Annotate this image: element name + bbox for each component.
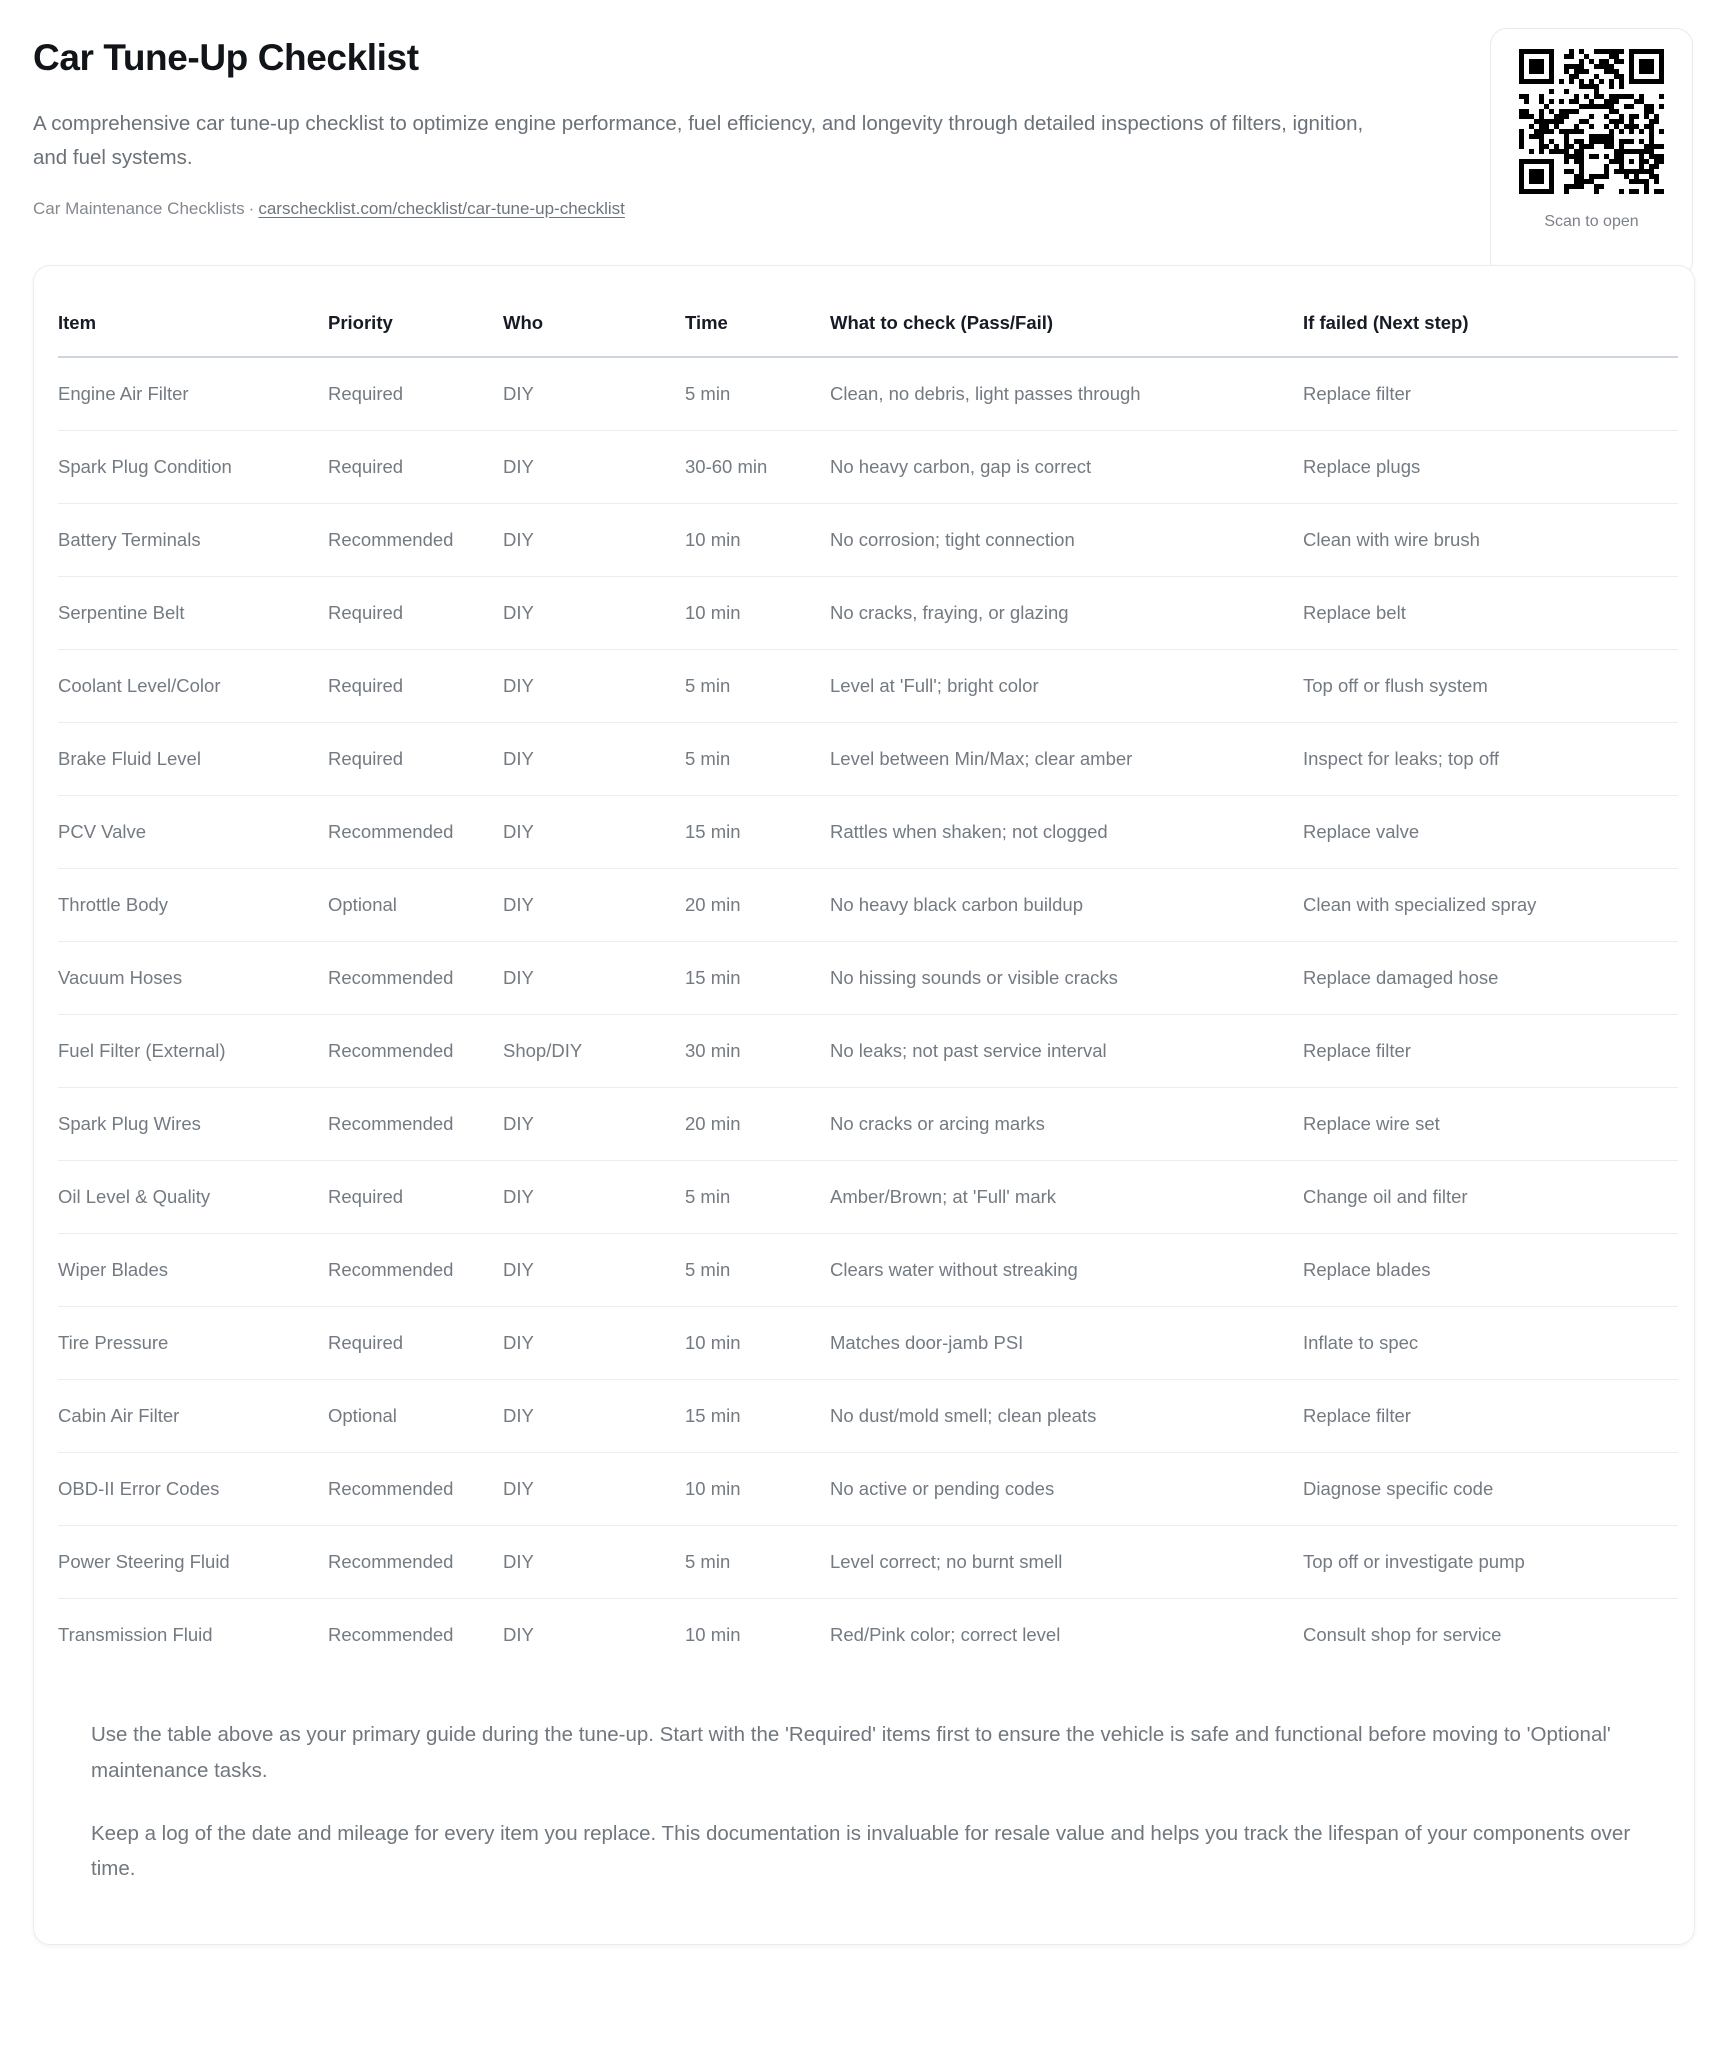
cell-who: DIY xyxy=(503,869,685,942)
cell-item: Wiper Blades xyxy=(58,1234,328,1307)
cell-priority: Required xyxy=(328,1161,503,1234)
cell-item: Engine Air Filter xyxy=(58,357,328,431)
cell-time: 5 min xyxy=(685,650,830,723)
table-row xyxy=(58,1088,1678,1161)
cell-if-failed: Replace wire set xyxy=(1303,1088,1678,1161)
cell-item: Fuel Filter (External) xyxy=(58,1015,328,1088)
qr-caption: Scan to open xyxy=(1544,213,1639,230)
cell-item: Tire Pressure xyxy=(58,1307,328,1380)
cell-time: 30 min xyxy=(685,1015,830,1088)
cell-if-failed: Replace filter xyxy=(1303,357,1678,431)
cell-what-to-check: No cracks or arcing marks xyxy=(830,1088,1303,1161)
cell-priority: Required xyxy=(328,650,503,723)
cell-what-to-check: Matches door-jamb PSI xyxy=(830,1307,1303,1380)
cell-item: Spark Plug Condition xyxy=(58,431,328,504)
table-row xyxy=(58,1307,1678,1380)
document-header xyxy=(0,0,1728,230)
source-separator: · xyxy=(248,198,255,218)
cell-who: DIY xyxy=(503,504,685,577)
table-row xyxy=(58,796,1678,869)
cell-who: DIY xyxy=(503,1088,685,1161)
table-row xyxy=(58,1015,1678,1088)
cell-what-to-check: No heavy carbon, gap is correct xyxy=(830,431,1303,504)
notes-section xyxy=(58,1717,1670,1886)
cell-item: Spark Plug Wires xyxy=(58,1088,328,1161)
cell-time: 10 min xyxy=(685,1307,830,1380)
cell-time: 5 min xyxy=(685,1161,830,1234)
cell-if-failed: Replace belt xyxy=(1303,577,1678,650)
cell-time: 20 min xyxy=(685,869,830,942)
cell-what-to-check: Amber/Brown; at 'Full' mark xyxy=(830,1161,1303,1234)
cell-priority: Recommended xyxy=(328,796,503,869)
checklist-card xyxy=(33,265,1695,1945)
cell-what-to-check: No heavy black carbon buildup xyxy=(830,869,1303,942)
cell-item: OBD-II Error Codes xyxy=(58,1453,328,1526)
cell-priority: Recommended xyxy=(328,1526,503,1599)
cell-time: 5 min xyxy=(685,1526,830,1599)
cell-what-to-check: Red/Pink color; correct level xyxy=(830,1624,1061,1646)
cell-if-failed: Replace filter xyxy=(1303,1015,1678,1088)
page-subtitle: A comprehensive car tune-up checklist to optimize engine performance, fuel efficiency, and longevity through detailed inspections of filters, ignition, and fuel systems. xyxy=(33,112,1364,169)
cell-time: 30-60 min xyxy=(685,431,830,504)
cell-if-failed: Replace blades xyxy=(1303,1234,1678,1307)
cell-item: Oil Level & Quality xyxy=(58,1161,328,1234)
cell-priority: Recommended xyxy=(328,1453,503,1526)
cell-who: DIY xyxy=(503,1624,534,1646)
table-body xyxy=(58,357,1678,1671)
cell-if-failed: Replace valve xyxy=(1303,796,1678,869)
cell-priority: Recommended xyxy=(328,1015,503,1088)
cell-who: DIY xyxy=(503,1307,685,1380)
cell-priority: Required xyxy=(328,357,503,431)
cell-time: 5 min xyxy=(685,1234,830,1307)
cell-who: DIY xyxy=(503,431,685,504)
cell-who: DIY xyxy=(503,577,685,650)
cell-priority: Required xyxy=(328,577,503,650)
cell-time: 15 min xyxy=(685,796,830,869)
cell-what-to-check: Level at 'Full'; bright color xyxy=(830,650,1303,723)
cell-priority: Recommended xyxy=(328,1624,454,1646)
note-paragraph: Keep a log of the date and mileage for every item you replace. This documentation is invaluable for resale value and helps you track the lifespan of your components over time. xyxy=(91,1821,1631,1881)
cell-who: DIY xyxy=(503,723,685,796)
column-header-who: Who xyxy=(503,312,685,357)
column-header-what-to-check-pass-fail: What to check (Pass/Fail) xyxy=(830,312,1303,357)
table-row xyxy=(58,723,1678,796)
cell-priority: Optional xyxy=(328,869,503,942)
cell-item: Battery Terminals xyxy=(58,504,328,577)
cell-if-failed: Inspect for leaks; top off xyxy=(1303,723,1678,796)
cell-if-failed: Top off or flush system xyxy=(1303,650,1678,723)
cell-time: 10 min xyxy=(685,1453,830,1526)
table-row xyxy=(58,942,1678,1015)
cell-what-to-check: No dust/mold smell; clean pleats xyxy=(830,1380,1303,1453)
note-paragraph: Use the table above as your primary guide during the tune-up. Start with the 'Required' items first to ensure the vehicle is safe and functional before moving to 'Optional' maintenance tasks. xyxy=(91,1723,1611,1782)
cell-who: DIY xyxy=(503,1453,685,1526)
source-url-link[interactable]: carschecklist.com/checklist/car-tune-up-checklist xyxy=(258,198,625,218)
cell-time: 5 min xyxy=(685,723,830,796)
qr-code-icon xyxy=(1519,49,1664,194)
cell-item: PCV Valve xyxy=(58,796,328,869)
table-row xyxy=(58,1453,1678,1526)
cell-if-failed: Change oil and filter xyxy=(1303,1161,1678,1234)
cell-item: Brake Fluid Level xyxy=(58,723,328,796)
cell-priority: Required xyxy=(328,723,503,796)
table-row xyxy=(58,357,1678,431)
cell-what-to-check: Clean, no debris, light passes through xyxy=(830,357,1303,431)
cell-priority: Required xyxy=(328,431,503,504)
cell-who: DIY xyxy=(503,357,685,431)
cell-if-failed: Replace filter xyxy=(1303,1380,1678,1453)
table-row xyxy=(58,577,1678,650)
cell-if-failed: Consult shop for service xyxy=(1303,1624,1502,1646)
cell-who: DIY xyxy=(503,1380,685,1453)
column-header-if-failed-next-step: If failed (Next step) xyxy=(1303,312,1678,357)
cell-what-to-check: Clears water without streaking xyxy=(830,1234,1303,1307)
source-line xyxy=(33,196,1413,222)
column-header-time: Time xyxy=(685,312,830,357)
cell-item: Vacuum Hoses xyxy=(58,942,328,1015)
cell-time: 20 min xyxy=(685,1088,830,1161)
column-header-item: Item xyxy=(58,312,328,357)
cell-time: 10 min xyxy=(685,1624,741,1646)
table-row xyxy=(58,431,1678,504)
cell-priority: Recommended xyxy=(328,1088,503,1161)
table-row xyxy=(58,1599,1678,1672)
cell-what-to-check: No leaks; not past service interval xyxy=(830,1015,1303,1088)
cell-if-failed: Clean with specialized spray xyxy=(1303,869,1678,942)
page-title: Car Tune-Up Checklist xyxy=(33,37,419,78)
cell-who: DIY xyxy=(503,1234,685,1307)
cell-what-to-check: No cracks, fraying, or glazing xyxy=(830,577,1303,650)
cell-if-failed: Top off or investigate pump xyxy=(1303,1526,1678,1599)
cell-what-to-check: No corrosion; tight connection xyxy=(830,504,1303,577)
cell-item: Serpentine Belt xyxy=(58,577,328,650)
cell-who: DIY xyxy=(503,1161,685,1234)
table-row xyxy=(58,504,1678,577)
table-head xyxy=(58,312,1678,357)
table-header-row xyxy=(58,312,1678,357)
cell-time: 15 min xyxy=(685,1380,830,1453)
table-row xyxy=(58,1380,1678,1453)
cell-priority: Recommended xyxy=(328,942,503,1015)
table-row xyxy=(58,1526,1678,1599)
cell-what-to-check: No hissing sounds or visible cracks xyxy=(830,942,1303,1015)
cell-time: 15 min xyxy=(685,942,830,1015)
cell-time: 5 min xyxy=(685,357,830,431)
table-row xyxy=(58,869,1678,942)
table-row xyxy=(58,1234,1678,1307)
cell-if-failed: Diagnose specific code xyxy=(1303,1453,1678,1526)
cell-who: Shop/DIY xyxy=(503,1015,685,1088)
column-header-priority: Priority xyxy=(328,312,503,357)
cell-who: DIY xyxy=(503,942,685,1015)
table-row xyxy=(58,650,1678,723)
cell-if-failed: Inflate to spec xyxy=(1303,1307,1678,1380)
header-text-block xyxy=(33,30,1413,221)
cell-who: DIY xyxy=(503,650,685,723)
cell-if-failed: Clean with wire brush xyxy=(1303,504,1678,577)
cell-item: Cabin Air Filter xyxy=(58,1380,328,1453)
cell-time: 10 min xyxy=(685,577,830,650)
cell-if-failed: Replace plugs xyxy=(1303,431,1678,504)
cell-item: Transmission Fluid xyxy=(58,1624,213,1646)
source-name: Car Maintenance Checklists xyxy=(33,198,245,218)
cell-item: Coolant Level/Color xyxy=(58,650,328,723)
checklist-table xyxy=(58,312,1678,1671)
cell-what-to-check: No active or pending codes xyxy=(830,1453,1303,1526)
cell-who: DIY xyxy=(503,796,685,869)
cell-what-to-check: Rattles when shaken; not clogged xyxy=(830,796,1303,869)
cell-what-to-check: Level correct; no burnt smell xyxy=(830,1526,1303,1599)
qr-card[interactable] xyxy=(1490,28,1693,278)
cell-priority: Recommended xyxy=(328,1234,503,1307)
cell-item: Power Steering Fluid xyxy=(58,1526,328,1599)
table-row xyxy=(58,1161,1678,1234)
cell-priority: Optional xyxy=(328,1380,503,1453)
cell-time: 10 min xyxy=(685,504,830,577)
cell-who: DIY xyxy=(503,1526,685,1599)
cell-priority: Required xyxy=(328,1307,503,1380)
cell-what-to-check: Level between Min/Max; clear amber xyxy=(830,723,1303,796)
cell-if-failed: Replace damaged hose xyxy=(1303,942,1678,1015)
cell-item: Throttle Body xyxy=(58,869,328,942)
cell-priority: Recommended xyxy=(328,504,503,577)
